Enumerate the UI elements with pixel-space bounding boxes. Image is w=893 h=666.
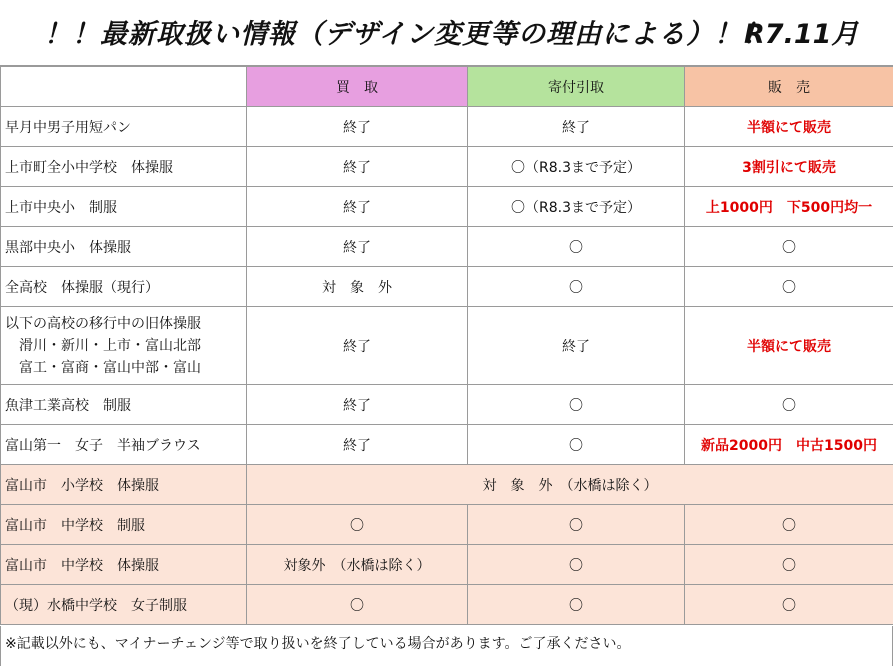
- item-name: 黒部中央小 体操服: [1, 227, 247, 267]
- kifu-cell: 〇（R8.3まで予定）: [468, 147, 685, 187]
- item-name: （現）水橋中学校 女子制服: [1, 585, 247, 625]
- kaitori-cell: 〇: [247, 585, 468, 625]
- hanbai-cell: 〇: [685, 385, 893, 425]
- kifu-cell: 終了: [468, 307, 685, 385]
- kifu-cell: 終了: [468, 107, 685, 147]
- header-kaitori: 買 取: [247, 67, 468, 107]
- hanbai-cell: 3割引にて販売: [685, 147, 893, 187]
- kifu-cell: 〇: [468, 385, 685, 425]
- kaitori-cell: 対象外 （水橋は除く）: [247, 545, 468, 585]
- hanbai-cell: 半額にて販売: [685, 107, 893, 147]
- table-row: [1, 187, 893, 227]
- item-name-line: 富工・富商・富山中部・富山: [19, 359, 201, 376]
- item-name: 富山市 小学校 体操服: [1, 465, 247, 505]
- hanbai-cell: 〇: [685, 505, 893, 545]
- table-row: [1, 227, 893, 267]
- item-name: 富山市 中学校 制服: [1, 505, 247, 545]
- kaitori-cell: 終了: [247, 227, 468, 267]
- table-row: [1, 545, 893, 585]
- item-name-line: 滑川・新川・上市・富山北部: [19, 337, 201, 354]
- kifu-cell: 〇: [468, 227, 685, 267]
- table-row: [1, 465, 893, 505]
- merged-cell: 対 象 外 （水橋は除く）: [247, 465, 893, 505]
- table-row: [1, 425, 893, 465]
- hanbai-cell: 上1000円 下500円均一: [685, 187, 893, 227]
- table-row: [1, 585, 893, 625]
- kifu-cell: 〇（R8.3まで予定）: [468, 187, 685, 227]
- kaitori-cell: 終了: [247, 107, 468, 147]
- page-date: R7.11月: [744, 19, 859, 50]
- hanbai-cell: 〇: [685, 545, 893, 585]
- page-title: ！！最新取扱い情報（デザイン変更等の理由による）！！: [44, 19, 771, 50]
- item-name: 全高校 体操服（現行）: [1, 267, 247, 307]
- kaitori-cell: 終了: [247, 307, 468, 385]
- item-name: 早月中男子用短パン: [1, 107, 247, 147]
- kifu-cell: 〇: [468, 425, 685, 465]
- item-name: 富山第一 女子 半袖ブラウス: [1, 425, 247, 465]
- kifu-cell: 〇: [468, 505, 685, 545]
- item-name: 魚津工業高校 制服: [1, 385, 247, 425]
- kaitori-cell: 対 象 外: [247, 267, 468, 307]
- kaitori-cell: 〇: [247, 505, 468, 545]
- header-name: [1, 67, 247, 107]
- kifu-cell: 〇: [468, 585, 685, 625]
- hanbai-cell: 〇: [685, 227, 893, 267]
- title-bar: [0, 0, 893, 66]
- table-row: [1, 385, 893, 425]
- kifu-cell: 〇: [468, 545, 685, 585]
- item-name: 上市中央小 制服: [1, 187, 247, 227]
- kaitori-cell: 終了: [247, 425, 468, 465]
- table-row: [1, 267, 893, 307]
- header-kifu: 寄付引取: [468, 67, 685, 107]
- header-row: [1, 67, 893, 107]
- kaitori-cell: 終了: [247, 147, 468, 187]
- kifu-cell: 〇: [468, 267, 685, 307]
- hanbai-cell: 半額にて販売: [685, 307, 893, 385]
- item-name-line: 以下の高校の移行中の旧体操服: [5, 315, 201, 332]
- table-row: [1, 505, 893, 545]
- footer-note: ※記載以外にも、マイナーチェンジ等で取り扱いを終了している場合があります。ご了承ください。: [0, 626, 893, 666]
- hanbai-cell: 〇: [685, 267, 893, 307]
- table-row: [1, 147, 893, 187]
- item-name: 富山市 中学校 体操服: [1, 545, 247, 585]
- info-table: [0, 66, 893, 625]
- table-row: [1, 107, 893, 147]
- kaitori-cell: 終了: [247, 385, 468, 425]
- hanbai-cell: 〇: [685, 585, 893, 625]
- header-hanbai: 販 売: [685, 67, 893, 107]
- kaitori-cell: 終了: [247, 187, 468, 227]
- table-row: [1, 307, 893, 385]
- item-name: [1, 307, 247, 385]
- hanbai-cell: 新品2000円 中古1500円: [685, 425, 893, 465]
- item-name: 上市町全小中学校 体操服: [1, 147, 247, 187]
